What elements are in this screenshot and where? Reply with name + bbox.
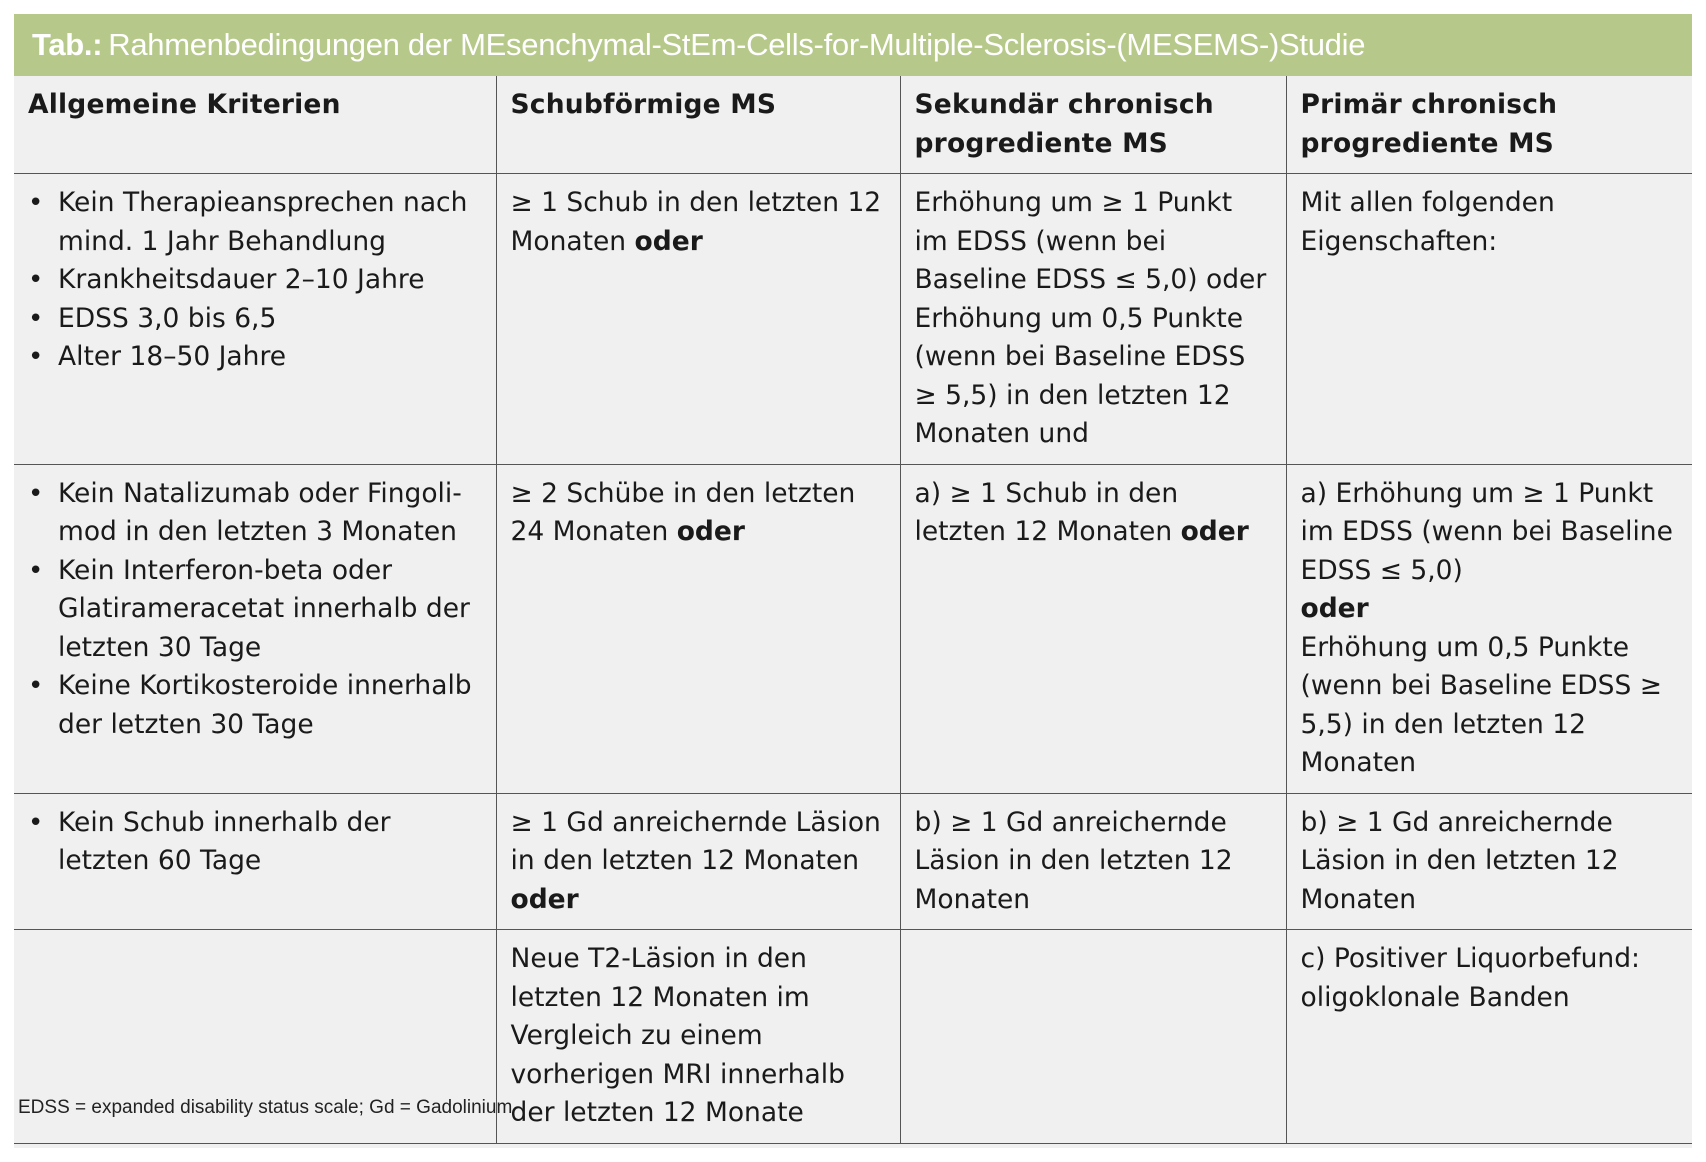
- cell-schubfoermig: [496, 464, 900, 793]
- oder-keyword: oder: [1180, 516, 1249, 547]
- list-item: • Kein Therapieansprechen nach mind. 1 Jahr Behandlung: [28, 184, 484, 261]
- list-item: • Alter 18–50 Jahre: [28, 338, 484, 377]
- cell-text: ≥ 1 Schub in den letzten 12 Monaten: [510, 187, 882, 257]
- bullet-list: [28, 804, 484, 881]
- list-item: • Kein Schub innerhalb der letzten 60 Tage: [28, 804, 484, 881]
- list-item: • Kein Interferon-beta oder Glatirameracetat innerhalb der letzten 30 Tage: [28, 552, 484, 668]
- cell-sekundaer: b) ≥ 1 Gd anreichernde Läsion in den letzten 12 Monaten: [900, 793, 1286, 930]
- bullet-list: [28, 475, 484, 745]
- cell-sekundaer: [900, 464, 1286, 793]
- table-title: Rahmenbedingungen der MEsenchymal-StEm-Cells-for-Multiple-Sclerosis-(MESEMS-)Studie: [108, 27, 1366, 62]
- table-title-prefix: Tab.:: [32, 27, 103, 62]
- list-item: • Kein Natalizumab oder Fingoli-mod in den letzten 3 Monaten: [28, 475, 484, 552]
- table-row: [14, 174, 1692, 465]
- table-row: [14, 464, 1692, 793]
- cell-text: Erhöhung um 0,5 Punkte (wenn bei Baseline EDSS ≥ 5,5) in den letzten 12 Monaten: [1300, 631, 1662, 778]
- cell-primaer: Mit allen folgenden Eigenschaften:: [1286, 174, 1692, 465]
- table-title-bar: [14, 14, 1692, 76]
- cell-allgemein: [14, 464, 496, 793]
- table-footnote: EDSS = expanded disability status scale; Gd = Gadolinium: [18, 1097, 513, 1118]
- oder-keyword: oder: [676, 516, 745, 547]
- cell-primaer: b) ≥ 1 Gd anreichernde Läsion in den letzten 12 Monaten: [1286, 793, 1692, 930]
- cell-sekundaer-empty: [900, 930, 1286, 1144]
- cell-text: ≥ 2 Schübe in den letzten 24 Monaten: [510, 477, 856, 547]
- list-item: • Krankheitsdauer 2–10 Jahre: [28, 261, 484, 300]
- header-sekundaer-chronisch: Sekundär chronisch progrediente MS: [900, 76, 1286, 174]
- list-item: • Keine Kortikosteroide innerhalb der letzten 30 Tage: [28, 667, 484, 744]
- table-frame: [14, 14, 1692, 1148]
- cell-schubfoermig: [496, 793, 900, 930]
- oder-keyword: oder: [1300, 593, 1369, 624]
- cell-primaer: c) Positiver Liquorbefund: oligoklonale Banden: [1286, 930, 1692, 1144]
- cell-allgemein: [14, 174, 496, 465]
- cell-schubfoermig: Neue T2-Läsion in den letzten 12 Monaten im Vergleich zu einem vorherigen MRI innerhalb der letzten 12 Monate: [496, 930, 900, 1144]
- cell-sekundaer: Erhöhung um ≥ 1 Punkt im EDSS (wenn bei Baseline EDSS ≤ 5,0) oder Erhöhung um 0,5 Punkte (wenn bei Baseline EDSS ≥ 5,5) in den letzten 12 Monaten und: [900, 174, 1286, 465]
- header-primaer-chronisch: Primär chronisch progrediente MS: [1286, 76, 1692, 174]
- cell-allgemein: [14, 793, 496, 930]
- header-allgemeine-kriterien: Allgemeine Kriterien: [28, 89, 341, 120]
- cell-text: ≥ 1 Gd anreichernde Läsion in den letzten 12 Monaten: [510, 806, 881, 876]
- criteria-table: [14, 76, 1692, 1144]
- header-schubfoermige-ms: Schubförmige MS: [496, 76, 900, 174]
- cell-text: a) ≥ 1 Schub in den letzten 12 Monaten: [914, 477, 1179, 547]
- header-row: [14, 76, 1692, 174]
- table-row: [14, 793, 1692, 930]
- cell-primaer: [1286, 464, 1692, 793]
- oder-keyword: oder: [510, 883, 579, 915]
- oder-keyword: oder: [634, 225, 703, 257]
- bullet-list: [28, 184, 484, 377]
- cell-text: a) Erhöhung um ≥ 1 Punkt im EDSS (wenn bei Baseline EDSS ≤ 5,0): [1300, 477, 1673, 586]
- list-item: • EDSS 3,0 bis 6,5: [28, 300, 484, 339]
- cell-schubfoermig: [496, 174, 900, 465]
